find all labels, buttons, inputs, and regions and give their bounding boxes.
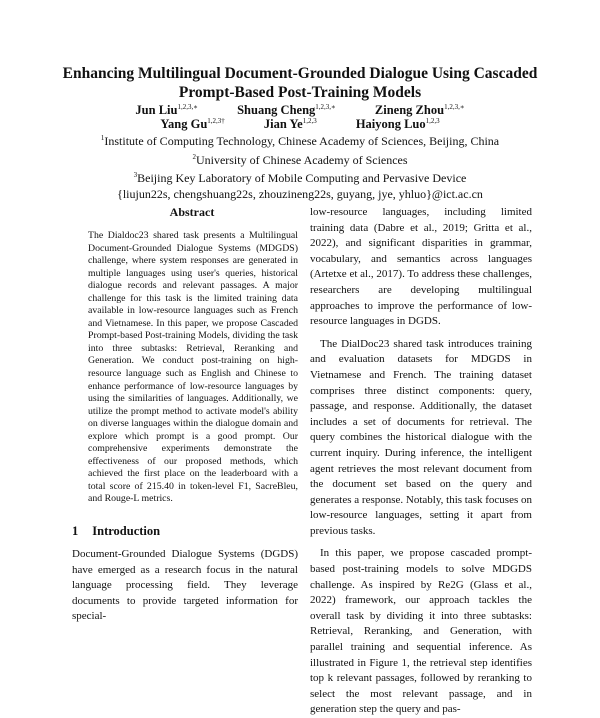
author: Jun Liu$^{1,2,3,∗}$ <box>135 103 198 118</box>
affiliation: $^1$Institute of Computing Technology, Chinese Academy of Sciences, Beijing, China <box>100 134 500 148</box>
abstract-heading: Abstract <box>169 205 215 219</box>
author: Shuang Cheng$^{1,2,3,∗}$ <box>237 103 336 118</box>
affiliation: $^2$University of Chinese Academy of Sciences <box>192 152 408 167</box>
affiliation: $^3$Beijing Key Laboratory of Mobile Computing and Pervasive Device <box>133 171 467 185</box>
title-line-2: Prompt-Based Post-Training Models <box>178 84 422 101</box>
body-paragraph: The DialDoc23 shared task introduces training and evaluation datasets for MDGDS in Vietnamese and French. The training dataset comprises three distinct components: query, passage, and response. Additionally, the dataset includes a set of documents for retrieval. The query combines the historical dialogue with the current inquiry. During inference, the intelligent agent retrieves the most relevant document from the document set based on the query and generates a response. Notably, this task focuses on low-resource languages, setting it apart from previous tasks. <box>310 337 532 537</box>
body-paragraph: low-resource languages, including limited training data (Dabre et al., 2019; Gritta et al., 2022), and significant disparities in grammar, vocabulary, and semantics across languages (Artetxe et al., 2017). To address these challenges, researchers are developing multilingual approaches to improve the performance of low-resource languages in DGDS. <box>310 206 532 328</box>
author-emails: {liujun22s, chengshuang22s, zhouzineng22s, guyang, jye, yhluo}@ict.ac.cn <box>117 186 483 201</box>
authors-row-1 <box>0 103 600 118</box>
intro-paragraph: Document-Grounded Dialogue Systems (DGDS) have emerged as a research focus in the natural language processing field. They leverage documents to provide targeted information for special- <box>72 548 298 623</box>
author: Haiyong Luo$^{1,2,3}$ <box>355 117 440 132</box>
section-number: 1 <box>72 524 79 539</box>
section-heading <box>72 524 298 539</box>
body-paragraph: In this paper, we propose cascaded prompt-based post-training models to solve MDGDS challenge. As inspired by Re2G (Glass et al., 2022) framework, our approach tackles the overall task by dividing it into three subtasks: Retrieval, Reranking, and Generation, with parallel training and sequential inference. As illustrated in Figure 1, the retrieval step identifies top k relevant passages, followed by reranking to select the most relevant passage, and in generation step the query and pas- <box>310 547 532 716</box>
right-column <box>310 205 532 718</box>
author: Jian Ye$^{1,2,3}$ <box>263 117 317 132</box>
author: Zineng Zhou$^{1,2,3,∗}$ <box>374 103 465 118</box>
affiliations <box>0 131 600 202</box>
paper-title <box>0 64 600 102</box>
author: Yang $Gu^{1,2,3\dagger}$ <box>160 117 225 132</box>
section-title: Introduction <box>92 524 161 539</box>
left-column <box>72 205 298 625</box>
title-line-1: Enhancing Multilingual Document-Grounded Dialogue Using Cascaded <box>62 65 538 82</box>
authors-row-2 <box>0 117 600 132</box>
abstract-text: The Dialdoc23 shared task presents a Multilingual Document-Grounded Dialogue Systems (MDGDS) challenge, where system responses are generated in multiple languages using user's queries, historical dialogue records and relevant passages. A major challenge for this task is the limited training data available in low-resource languages such as French and Vietnamese. In this paper, we propose Cascaded Prompt-based Post-training Models, dividing the task into three subtasks: Retrieval, Reranking and Generation. We conduct post-training on high-resource language such as English and Chinese to enhance performance of low-resource languages by using the similarities of languages. Additionally, we utilize the prompt method to activate model's ability on diverse languages within the dialogue domain and explore which prompt is a good prompt. Our comprehensive experiments demonstrate the effectiveness of our proposed methods, which achieved the first place on the leaderboard with a total score of 215.40 in token-level F1, SacreBleu, and Rouge-L metrics. <box>88 230 298 505</box>
